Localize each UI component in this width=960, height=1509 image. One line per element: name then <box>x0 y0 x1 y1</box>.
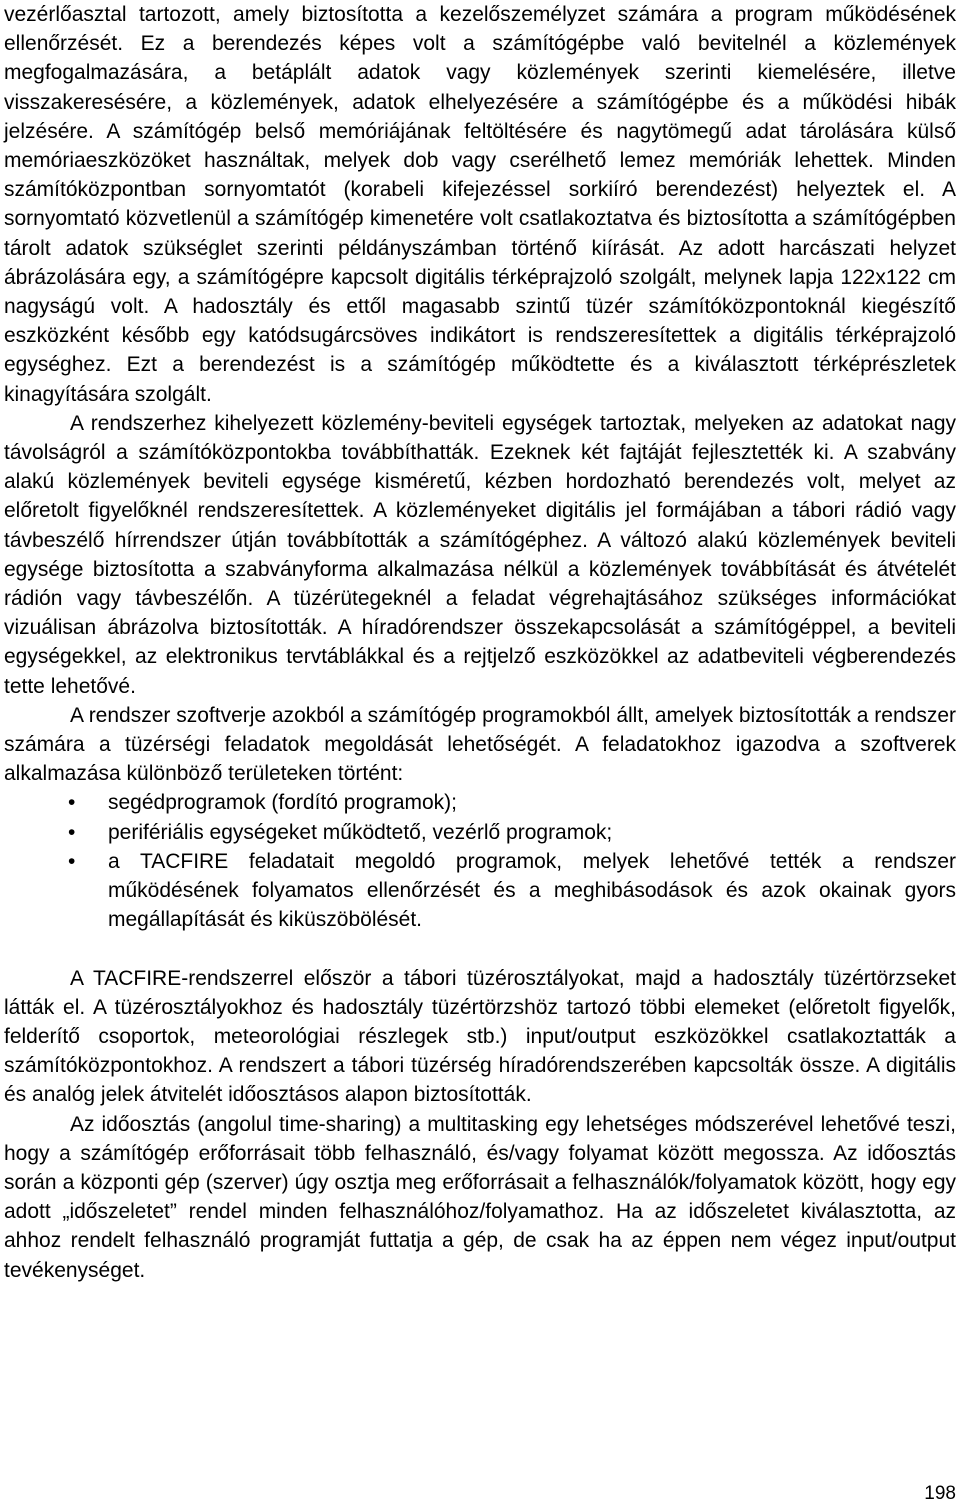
paragraph-time-sharing: Az időosztás (angolul time-sharing) a multitasking egy lehetséges módszerével lehetővé teszi, hogy a számítógép erőforrásait több felhasználó, és/vagy folyamat között megossza. Az időosztás során a központi gép (szerver) úgy osztja meg erőforrásait a felhasználók/folyamatok között, hogy egy adott „időszeletet” rendel minden felhasználóhoz/folyamathoz. Ha az időszeletet kiválasztotta, az ahhoz rendelt felhasználó programját futtatja a gép, de csak ha az éppen nem végez input/output tevékenységet. <box>4 1112 956 1282</box>
paragraph-software: A rendszer szoftverje azokból a számítógép programokból állt, amelyek biztosították a rendszer számára a tüzérségi feladatok megoldását lehetőségét. A feladatokhoz igazodva a szoftverek alkalmazása különböző területeken történt: <box>4 703 956 786</box>
paragraph-tacfire-deployment: A TACFIRE-rendszerrel először a tábori tüzérosztályokat, majd a hadosztály tüzértörzseket látták el. A tüzérosztályokhoz és hadosztály tüzértörzshöz tartozó többi elemeket (előretolt figyelők, felderítő csoportok, meteorológiai részlegek stb.) input/output eszközökkel csatlakoztatták a számítóközpontokhoz. A rendszert a tábori tüzérség híradórendszerében kapcsolták össze. A digitális és analóg jelek átvitelét időosztásos alapon biztosították. <box>4 966 956 1107</box>
page-number: 198 <box>924 1483 956 1504</box>
paragraph-input-units: A rendszerhez kihelyezett közlemény-beviteli egységek tartoztak, melyeken az adatokat nagy távolságról a számítóközpontokba továbbíthatták. Ezeknek két fajtáját fejlesztették ki. A szabvány alakú közlemények beviteli egysége kisméretű, kézben hordozható berendezés volt, melyet az előretolt figyelőknél rendszeresítettek. A közleményeket digitális jel formájában a tábori rádió vagy távbeszélő hírrendszer útján továbbították a számítógéphez. A változó alakú közlemények beviteli egysége biztosította a szabványforma alkalmazása nélkül a közlemények továbbítását és átvételét rádión vagy távbeszélőn. A tüzérütegeknél a feladat végrehajtásához szükséges információkat vizuálisan ábrázolva biztosították. A híradórendszer összekapcsolását a számítógéppel, a beviteli egységekkel, az elektronikus tervtáblákkal és a rejtjelző eszközökkel az adatbeviteli végberendezés tette lehetővé. <box>4 411 956 698</box>
list-item: • a TACFIRE feladatait megoldó programok, melyek lehetővé tették a rendszer működésének folyamatos ellenőrzését és a meghibásodások és azok okainak gyors megállapítását és kiküszöbölését. <box>4 847 956 935</box>
document-page <box>4 0 956 1285</box>
list-item: • perifériális egységeket működtető, vezérlő programok; <box>4 818 956 847</box>
software-bullet-list <box>4 788 956 934</box>
list-item: • segédprogramok (fordító programok); <box>4 788 956 817</box>
paragraph-peripherals: vezérlőasztal tartozott, amely biztosította a kezelőszemélyzet számára a program működésének ellenőrzését. Ez a berendezés képes volt a számítógépbe való bevitelnél a közlemények megfogalmazására, a betáplált adatok vagy közlemények szerinti kiemelésére, illetve visszakeresésére, a közlemények, adatok elhelyezésére a számítógépbe és a működési hibák jelzésére. A számítógép belső memóriájának feltöltésére és nagytömegű adat tárolására külső memóriaeszközöket használtak, melyek dob vagy cserélhető lemez memóriák lehettek. Minden számítóközpontban sornyomtatót (korabeli kifejezéssel sorkiíró berendezést) helyeztek el. A sornyomtató közvetlenül a számítógép kimenetére volt csatlakoztatva és biztosította a számítógépben tárolt adatok szükséglet szerinti példányszámban történő kiírását. Az adott harcászati helyzet ábrázolására egy, a számítógépre kapcsolt digitális térképrajzoló szolgált, melynek lapja 122x122 cm nagyságú volt. A hadosztály és ettől magasabb szintű tüzér számítóközpontoknál kiegészítő eszközként később egy katódsugárcsöves indikátort is rendszeresítettek a digitális térképrajzoló egységhez. Ezt a berendezést is a számítógép működtette és a kiválasztott térképrészletek kinagyítására szolgált. <box>4 3 956 406</box>
